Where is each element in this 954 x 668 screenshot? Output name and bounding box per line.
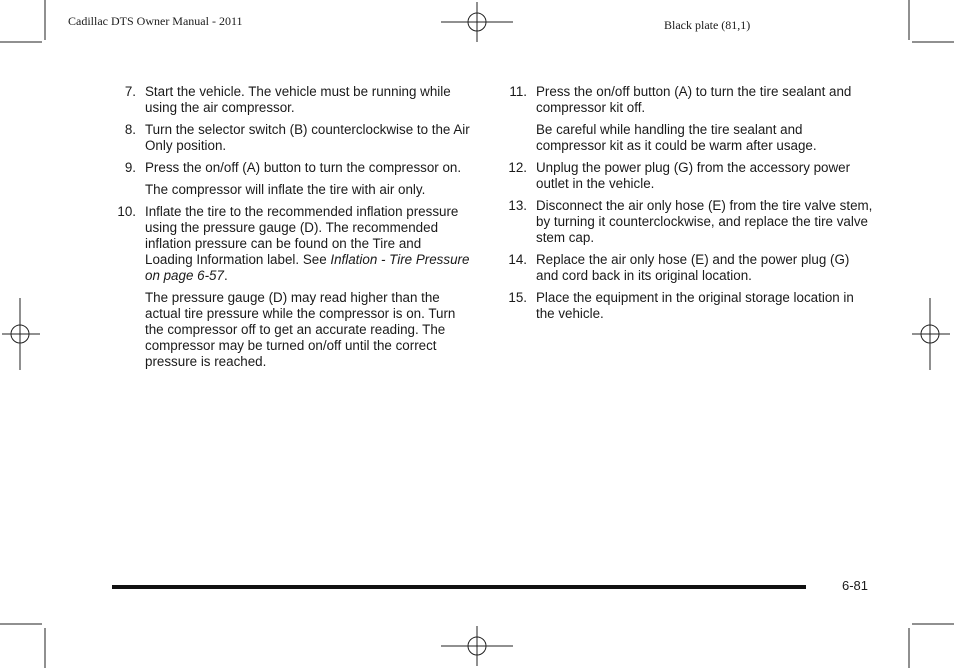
step-text: Disconnect the air only hose (E) from the tire valve stem, by turning it counterclockwise, and replace the tire valve stem cap. <box>536 198 873 245</box>
step-11 <box>503 84 875 116</box>
left-column <box>112 84 472 376</box>
step-text: Press the on/off (A) button to turn the compressor on. <box>145 160 462 175</box>
registration-mark-icon <box>441 626 513 666</box>
step-14 <box>503 252 875 284</box>
footer-rule <box>112 585 806 589</box>
step-text: Unplug the power plug (G) from the accessory power outlet in the vehicle. <box>536 160 851 191</box>
step-number: 11. <box>509 84 527 99</box>
step-13 <box>503 198 875 246</box>
page-number: 6-81 <box>842 578 869 593</box>
cross-reference-link[interactable]: Inflation - Tire Pressure on page 6-57 <box>145 252 470 283</box>
step-12 <box>503 160 875 192</box>
registration-mark-icon <box>2 298 40 370</box>
step-9 <box>112 160 472 176</box>
crop-mark-icon <box>909 0 954 42</box>
registration-mark-icon <box>441 2 513 42</box>
step-number: 9. <box>124 160 136 175</box>
step-number: 8. <box>124 122 136 137</box>
step-text: Press the on/off button (A) to turn the tire sealant and compressor kit off. <box>536 84 852 115</box>
step-10 <box>112 204 472 284</box>
header-plate-info: Black plate (81,1) <box>664 18 751 32</box>
step-number: 14. <box>508 252 527 267</box>
step-9-note: The compressor will inflate the tire with air only. <box>145 182 426 197</box>
step-8 <box>112 122 472 154</box>
crop-mark-icon <box>0 624 45 668</box>
step-text: Replace the air only hose (E) and the power plug (G) and cord back in its original location. <box>536 252 850 283</box>
step-text: Inflate the tire to the recommended inflation pressure using the pressure gauge (D). The recommended inflation pressure can be found on the Tire and Loading Information label. See <box>145 204 459 267</box>
right-column <box>503 84 875 328</box>
crop-mark-icon <box>909 624 954 668</box>
step-text: Start the vehicle. The vehicle must be running while using the air compressor. <box>145 84 451 115</box>
step-11-note: Be careful while handling the tire sealant and compressor kit as it could be warm after usage. <box>536 122 817 153</box>
step-number: 12. <box>508 160 527 175</box>
step-10-note: The pressure gauge (D) may read higher than the actual tire pressure while the compressor is on. Turn the compressor off to get an accurate reading. The compressor may be turned on/off until the correct pressure is reached. <box>145 290 456 369</box>
step-text: Place the equipment in the original storage location in the vehicle. <box>536 290 854 321</box>
step-text: Turn the selector switch (B) counterclockwise to the Air Only position. <box>145 122 470 153</box>
step-text-end: . <box>223 268 228 283</box>
step-15 <box>503 290 875 322</box>
step-number: 7. <box>124 84 136 99</box>
header-manual-title: Cadillac DTS Owner Manual - 2011 <box>68 14 243 28</box>
crop-mark-icon <box>0 0 45 42</box>
step-number: 15. <box>508 290 527 305</box>
step-number: 13. <box>508 198 527 213</box>
step-number: 10. <box>117 204 136 219</box>
step-7 <box>112 84 472 116</box>
registration-mark-icon <box>912 298 950 370</box>
